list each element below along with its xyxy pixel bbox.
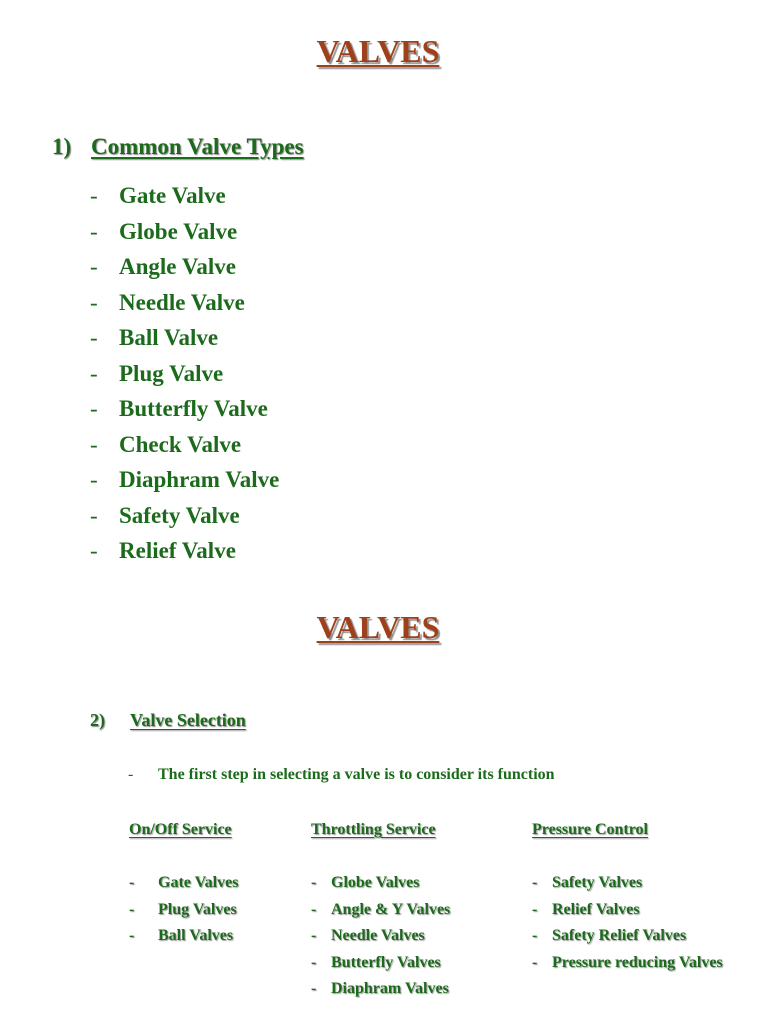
bullet-dash: - (311, 900, 317, 918)
list-item-text: Diaphram Valve (119, 467, 280, 492)
list-item (311, 873, 450, 900)
list-item-text: Butterfly Valves (331, 953, 441, 971)
list-item (532, 873, 723, 900)
section-heading-text: Common Valve Types (91, 134, 304, 159)
list-item-text: Gate Valves (158, 874, 239, 891)
list-item-text: Check Valve (119, 431, 242, 457)
bullet-dash: - (90, 218, 98, 244)
list-item (90, 323, 279, 359)
bullet-dash: - (129, 927, 135, 944)
bullet-dash: - (532, 874, 538, 891)
column-list (129, 873, 238, 953)
bullet-dash: - (90, 325, 98, 350)
list-item-text: Relief Valves (552, 900, 640, 918)
bullet-dash: - (532, 927, 538, 944)
selection-intro (128, 767, 555, 783)
bullet-dash: - (90, 183, 98, 208)
list-item (532, 953, 723, 980)
list-item (90, 288, 279, 324)
list-item (90, 394, 279, 430)
bullet-dash: - (128, 766, 134, 783)
list-item (311, 953, 450, 980)
list-item (90, 252, 279, 288)
bullet-dash: - (90, 289, 98, 315)
list-item-text: Pressure reducing Valves (552, 953, 723, 971)
list-item (532, 926, 723, 953)
list-item (311, 979, 450, 1006)
bullet-dash: - (532, 953, 538, 971)
list-item (311, 926, 450, 953)
list-item-text: Plug Valves (158, 900, 237, 918)
bullet-dash: - (311, 953, 317, 971)
list-item-text: Gate Valve (119, 183, 226, 208)
list-item-text: Needle Valve (119, 289, 245, 315)
list-item (129, 900, 238, 927)
list-item-text: Safety Valve (119, 502, 240, 528)
bullet-dash: - (311, 874, 317, 891)
list-item-text: Globe Valves (331, 874, 420, 891)
service-column-throttling (311, 820, 450, 1006)
column-heading: Throttling Service (311, 821, 436, 838)
list-item-text: Relief Valve (119, 538, 236, 563)
valve-type-list (90, 181, 279, 572)
bullet-dash: - (90, 467, 98, 492)
list-item (90, 181, 279, 217)
page-title: VALVES (316, 33, 440, 69)
section-number: 2) (90, 710, 105, 730)
list-item (129, 926, 238, 953)
column-list (311, 873, 450, 1006)
bullet-dash: - (532, 900, 538, 918)
page-title-second: VALVES (316, 609, 440, 645)
selection-intro-text: The first step in selecting a valve is to consider its function (158, 766, 555, 783)
bullet-dash: - (129, 900, 135, 918)
list-item (90, 217, 279, 253)
list-item-text: Angle & Y Valves (331, 900, 451, 918)
bullet-dash: - (90, 502, 98, 528)
section-number: 1) (52, 134, 72, 159)
service-column-on-off (129, 820, 238, 953)
list-item-text: Ball Valves (158, 927, 234, 944)
list-item-text: Ball Valve (119, 325, 219, 350)
bullet-dash: - (311, 980, 317, 997)
list-item-text: Diaphram Valves (331, 980, 449, 997)
list-item (129, 873, 238, 900)
column-heading: Pressure Control (532, 821, 648, 838)
list-item (90, 465, 279, 501)
bullet-dash: - (90, 360, 98, 386)
service-column-pressure-control (532, 820, 723, 979)
bullet-dash: - (90, 538, 98, 563)
bullet-dash: - (90, 254, 98, 279)
list-item-text: Globe Valve (119, 218, 238, 244)
list-item (90, 430, 279, 466)
bullet-dash: - (90, 396, 98, 421)
bullet-dash: - (90, 431, 98, 457)
bullet-dash: - (129, 874, 135, 891)
section-heading-text: Valve Selection (130, 710, 246, 730)
list-item-text: Butterfly Valve (119, 396, 268, 421)
list-item-text: Angle Valve (119, 254, 236, 279)
list-item (90, 536, 279, 572)
list-item (90, 501, 279, 537)
column-heading: On/Off Service (129, 821, 232, 838)
list-item (532, 900, 723, 927)
list-item-text: Plug Valve (119, 360, 224, 386)
list-item (311, 900, 450, 927)
section-heading-common-valve-types (52, 135, 304, 158)
column-list (532, 873, 723, 979)
section-heading-valve-selection (90, 711, 246, 729)
list-item (90, 359, 279, 395)
list-item-text: Safety Valves (552, 874, 643, 891)
bullet-dash: - (311, 927, 317, 944)
list-item-text: Safety Relief Valves (552, 927, 687, 944)
list-item-text: Needle Valves (331, 927, 425, 944)
